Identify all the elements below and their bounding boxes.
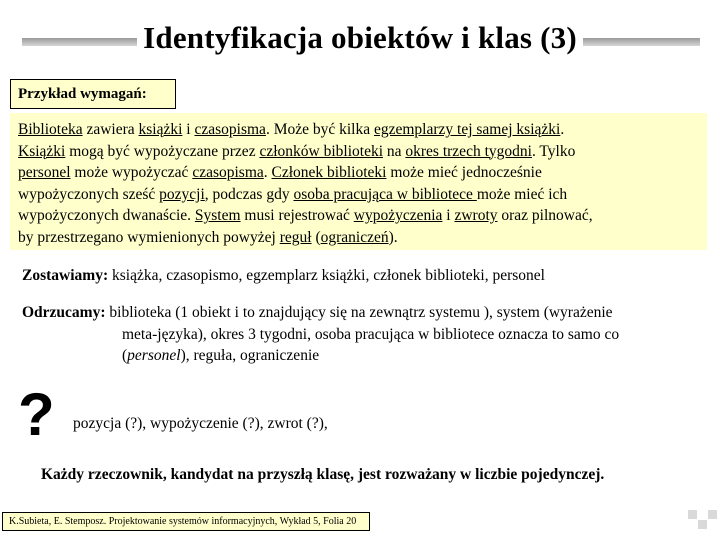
reject-line-3: (personel), reguła, ograniczenie: [122, 347, 320, 364]
underlined-noun: książki: [138, 121, 183, 138]
underlined-noun: czasopisma: [194, 121, 266, 138]
underlined-noun: reguł: [279, 228, 312, 246]
question-text: pozycja (?), wypożyczenie (?), zwrot (?),: [73, 415, 328, 432]
summary-text: Każdy rzeczownik, kandydat na przyszłą klasę, jest rozważany w liczbie pojedynczej.: [41, 466, 605, 483]
requirement-text: . Tylko: [531, 142, 576, 160]
underlined-noun: pozycji: [159, 185, 205, 203]
keep-label: Zostawiamy:: [22, 267, 109, 284]
footer-citation: K.Subieta, E. Stemposz. Projektowanie systemów informacyjnych, Wykład 5, Folia 20: [2, 512, 370, 531]
requirement-text: może wypożyczać: [70, 164, 193, 182]
requirement-text: (: [311, 228, 321, 246]
requirement-text: może mieć ich: [476, 185, 568, 203]
requirement-text: , podczas gdy: [204, 185, 294, 203]
requirements-line: [18, 162, 699, 184]
requirement-text: oraz pilnować,: [497, 207, 593, 225]
keep-paragraph: [22, 267, 545, 285]
underlined-noun: Biblioteka: [18, 121, 83, 138]
question-mark-icon: ?: [18, 381, 55, 448]
underlined-noun: czasopisma: [192, 164, 264, 182]
requirement-text: by przestrzegano wymienionych powyżej: [18, 228, 280, 246]
requirements-line: [18, 205, 699, 227]
underlined-noun: personel: [18, 164, 71, 182]
requirements-line: [18, 184, 699, 206]
decorative-square-icon: [698, 520, 707, 529]
decorative-square-icon: [708, 510, 717, 519]
requirement-text: . Może być kilka: [265, 121, 374, 138]
reject-line-1: biblioteka (1 obiekt i to znajdujący się na zewnątrz systemu ), system (wyrażenie: [105, 304, 613, 321]
reject-line-2: meta-języka), okres 3 tygodni, osoba pracująca w bibliotece oznacza to samo co: [122, 325, 620, 343]
underlined-noun: zwroty: [454, 207, 498, 225]
underlined-noun: ograniczeń: [320, 228, 389, 246]
requirement-text: .: [263, 164, 272, 182]
reject-label: Odrzucamy:: [22, 304, 106, 321]
underlined-noun: Książki: [18, 142, 66, 160]
requirement-text: może mieć jednocześnie: [386, 164, 542, 182]
requirement-text: na: [383, 142, 406, 160]
requirement-text: zawiera: [82, 121, 139, 138]
requirement-text: ).: [388, 228, 398, 246]
reject-paragraph: [22, 302, 712, 367]
underlined-noun: egzemplarzy tej samej książki: [373, 121, 561, 138]
example-label: Przykład wymagań:: [10, 79, 176, 109]
requirement-text: musi rejestrować: [240, 207, 354, 225]
underlined-noun: wypożyczenia: [353, 207, 443, 225]
decorative-square-icon: [688, 510, 697, 519]
requirements-line: [18, 141, 699, 163]
requirement-text: wypożyczonych sześć: [18, 185, 160, 203]
underlined-noun: członków biblioteki: [259, 142, 383, 160]
underlined-noun: Członek biblioteki: [271, 164, 387, 182]
requirement-text: wypożyczonych dwanaście.: [18, 207, 195, 225]
requirement-text: i: [182, 121, 195, 138]
underlined-noun: osoba pracująca w bibliotece: [293, 185, 477, 203]
keep-text: książka, czasopismo, egzemplarz książki, członek biblioteki, personel: [108, 267, 545, 284]
requirement-text: .: [560, 121, 565, 138]
underlined-noun: okres trzech tygodni: [405, 142, 532, 160]
slide-title: Identyfikacja obiektów i klas (3): [0, 20, 720, 56]
requirement-text: mogą być wypożyczane przez: [65, 142, 260, 160]
requirements-line: [18, 227, 699, 249]
requirements-line: [18, 119, 699, 141]
underlined-noun: System: [194, 207, 241, 225]
requirements-box: [10, 113, 707, 250]
requirement-text: i: [442, 207, 455, 225]
